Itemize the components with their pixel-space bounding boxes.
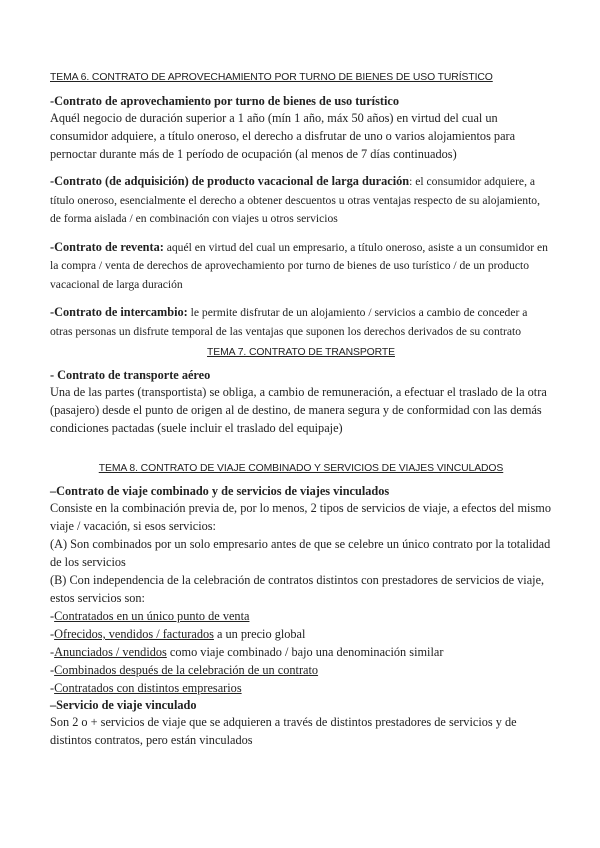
tema7-s1-body: Una de las partes (transportista) se obliga, a cambio de remuneración, a efectuar el traslado de la otra (pasajero) desde el punto de origen al de destino, de manera segura y de conformidad con las demás condiciones pactadas (suele incluir el traslado del equipaje) — [50, 385, 547, 435]
tema6-section-reventa — [50, 239, 552, 295]
tema6-s1-body: Aquél negocio de duración superior a 1 año (mín 1 año, máx 50 años) en virtud del cual un consumidor adquiere, a título oneroso, el derecho a disfrutar de uno o varios alojamientos para pernoctar durante más de 1 período de ocupación (al menos de 7 días continuados) — [50, 111, 516, 161]
tema6-s1-title: -Contrato de aprovechamiento por turno de bienes de uso turístico — [50, 94, 399, 108]
list-item: -Anunciados / vendidos como viaje combinado / bajo una denominación similar — [50, 645, 444, 659]
tema8-section-viaje-combinado — [50, 483, 552, 749]
tema6-s4-body: le permite disfrutar de un alojamiento / servicios a cambio de conceder a otras personas un disfrute temporal de las ventajas que suponen los derechos derivados de su contrato — [50, 306, 528, 338]
tema8-b-item: (B) Con independencia de la celebración de contratos distintos con prestadores de servicios de viaje, estos servicios son: — [50, 573, 545, 605]
tema8-s2-title: –Servicio de viaje vinculado — [50, 698, 197, 712]
tema6-s2-title: -Contrato (de adquisición) de producto vacacional de larga duración — [50, 174, 410, 188]
list-item: -Ofrecidos, vendidos / facturados a un precio global — [50, 627, 306, 641]
tema6-s3-body: aquél en virtud del cual un empresario, a título oneroso, asiste a un consumidor en la compra / venta de derechos de aprovechamiento por turno de bienes de uso turístico / de un producto vacacional de larga duración — [50, 240, 548, 291]
tema8-heading: TEMA 8. CONTRATO DE VIAJE COMBINADO Y SERVICIOS DE VIAJES VINCULADOS — [98, 463, 504, 474]
tema7-s1-title: - Contrato de transporte aéreo — [50, 368, 211, 382]
tema8-a-item: (A) Son combinados por un solo empresario antes de que se celebre un único contrato por la totalidad de los servicios — [50, 537, 551, 569]
tema6-section-aprovechamiento — [50, 93, 552, 163]
tema6-s2-body: : el consumidor adquiere, a título oneroso, esencialmente el derecho a obtener descuentos u otras ventajas respecto de su alojamiento, de forma aislada / en combinación con viajes u otros servicios — [50, 175, 540, 225]
tema8-s1-body: Consiste en la combinación previa de, por lo menos, 2 tipos de servicios de viaje, a efectos del mismo viaje / vacación, si esos servicios: — [50, 501, 551, 533]
tema8-s1-title: –Contrato de viaje combinado y de servicios de viajes vinculados — [50, 484, 390, 498]
tema8-s2-body: Son 2 o + servicios de viaje que se adquieren a través de distintos prestadores de servicios y de distintos contratos, pero están vinculados — [50, 715, 517, 747]
tema6-s3-title: -Contrato de reventa: — [50, 239, 164, 254]
tema7-heading: TEMA 7. CONTRATO DE TRANSPORTE — [207, 347, 395, 358]
tema6-section-producto-vacacional — [50, 173, 552, 229]
list-item: -Contratados con distintos empresarios — [50, 681, 242, 695]
list-item: -Contratados en un único punto de venta — [50, 609, 250, 623]
tema7-section-aereo — [50, 367, 552, 437]
list-item: -Combinados después de la celebración de un contrato — [50, 663, 319, 677]
tema6-s4-title: -Contrato de intercambio: — [50, 305, 188, 319]
document-page — [50, 66, 552, 749]
tema6-heading: TEMA 6. CONTRATO DE APROVECHAMIENTO POR TURNO DE BIENES DE USO TURÍSTICO — [50, 72, 493, 83]
tema6-section-intercambio — [50, 304, 552, 341]
